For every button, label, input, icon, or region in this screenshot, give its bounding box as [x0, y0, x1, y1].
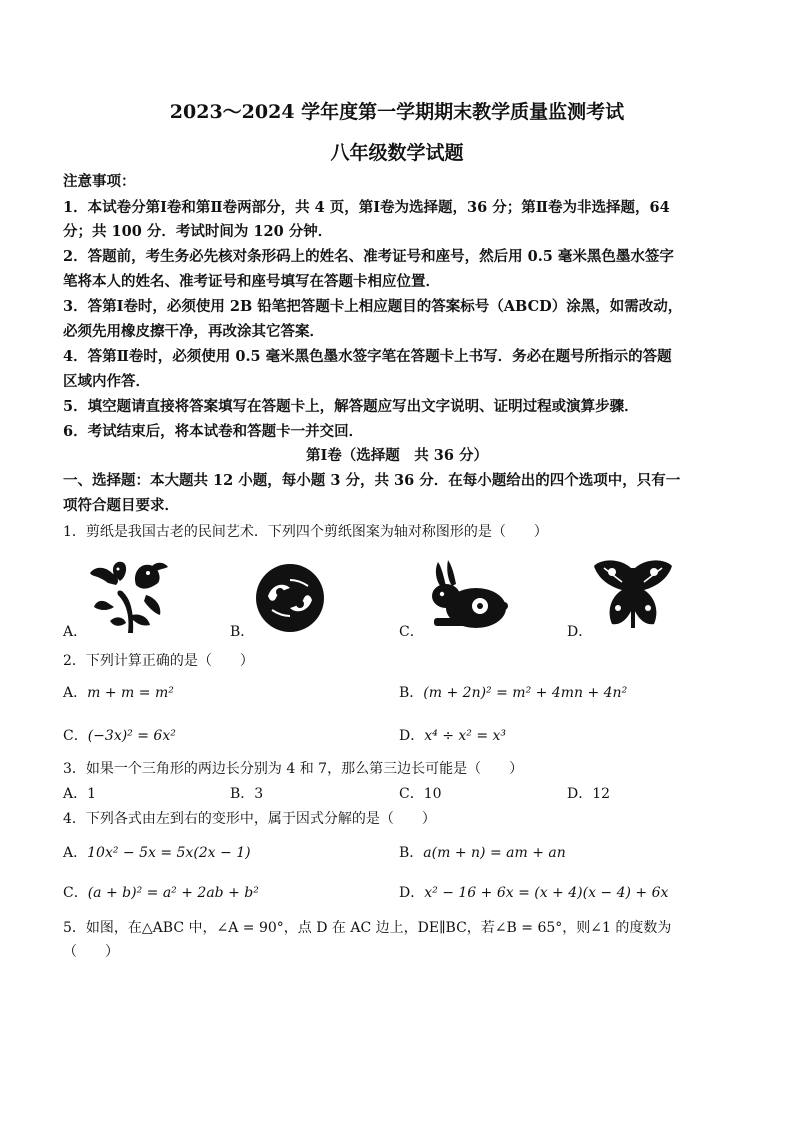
- question-1-option-b-label: B．: [230, 624, 255, 640]
- question-1-option-d-label: D．: [567, 624, 593, 640]
- question-2-option-b: [399, 683, 627, 703]
- question-4-option-a: [63, 843, 251, 863]
- notice-line: 必须先用橡皮擦干净，再改涂其它答案．: [63, 323, 324, 340]
- question-1-option-a-label: A．: [63, 624, 88, 640]
- question-2-option-a-expression: m + m = m²: [87, 685, 174, 701]
- question-2-option-c-label: C．: [63, 728, 88, 744]
- section-intro: 项符合题目要求．: [63, 497, 179, 514]
- notice-heading: 注意事项：: [63, 173, 136, 190]
- question-4-option-b-label: B．: [399, 845, 424, 861]
- notice-line: 4．答第Ⅱ卷时，必须使用 0.5 毫米黑色墨水签字笔在答题卡上书写．务必在题号所指示的答题: [63, 348, 672, 365]
- section-title: 第Ⅰ卷（选择题 共 36 分）: [305, 447, 489, 464]
- question-4-option-d-expression: x² − 16 + 6x = (x + 4)(x − 4) + 6x: [424, 885, 669, 901]
- question-4-option-c-label: C．: [63, 885, 88, 901]
- question-4-option-d-label: D．: [399, 885, 425, 901]
- notice-line: 笔将本人的姓名、准考证号和座号填写在答题卡相应位置．: [63, 273, 440, 290]
- question-1-stem: 1．剪纸是我国古老的民间艺术．下列四个剪纸图案为轴对称图形的是（ ）: [63, 524, 548, 540]
- papercut-magpie-image: [88, 555, 173, 635]
- papercut-butterfly-image: [592, 556, 674, 634]
- section-intro: 一、选择题：本大题共 12 小题，每小题 3 分，共 36 分．在每小题给出的四个选项中，只有一: [63, 472, 681, 489]
- question-4-option-a-label: A．: [63, 845, 88, 861]
- notice-line: 1．本试卷分第Ⅰ卷和第Ⅱ卷两部分，共 4 页，第Ⅰ卷为选择题，36 分；第Ⅱ卷为非选择题，64: [63, 199, 670, 216]
- question-3-option-b: B．3: [230, 786, 264, 802]
- question-2-option-d: [399, 726, 506, 746]
- question-2-option-b-label: B．: [399, 685, 424, 701]
- question-3-option-d: D．12: [567, 786, 611, 802]
- question-2-option-d-expression: x⁴ ÷ x² = x³: [424, 728, 507, 744]
- question-4-option-b-expression: a(m + n) = am + an: [423, 845, 566, 861]
- question-2-option-c-expression: (−3x)² = 6x²: [87, 728, 176, 744]
- notice-line: 2．答题前，考生务必先核对条形码上的姓名、准考证号和座号，然后用 0.5 毫米黑色墨水签字: [63, 248, 674, 265]
- notice-line: 分；共 100 分．考试时间为 120 分钟．: [63, 223, 333, 240]
- question-2-option-b-expression: (m + 2n)² = m² + 4mn + 4n²: [423, 685, 628, 701]
- question-3-stem: 3．如果一个三角形的两边长分别为 4 和 7，那么第三边长可能是（ ）: [63, 761, 524, 777]
- question-4-option-c-expression: (a + b)² = a² + 2ab + b²: [87, 885, 259, 901]
- question-5-stem: 5．如图，在△ABC 中，∠A = 90°，点 D 在 AC 边上，DE∥BC，若∠B = 65°，则∠1 的度数为: [63, 920, 672, 936]
- question-3-option-c: C．10: [399, 786, 442, 802]
- question-2-stem: 2．下列计算正确的是（ ）: [63, 653, 254, 669]
- question-4-option-a-expression: 10x² − 5x = 5x(2x − 1): [87, 845, 251, 861]
- notice-line: 3．答第Ⅰ卷时，必须使用 2B 铅笔把答题卡上相应题目的答案标号（ABCD）涂黑，如需改动，: [63, 298, 683, 315]
- exam-title: 2023～2024 学年度第一学期期末教学质量监测考试: [169, 101, 625, 123]
- papercut-circle-image: [254, 562, 326, 634]
- question-1-option-c-label: C．: [399, 624, 424, 640]
- question-2-option-a: [63, 683, 174, 703]
- exam-subtitle: 八年级数学试题: [330, 142, 464, 164]
- papercut-rabbit-image: [424, 556, 508, 636]
- question-2-option-c: [63, 726, 176, 746]
- notice-line: 区域内作答．: [63, 373, 150, 390]
- question-4-option-c: [63, 883, 259, 903]
- question-2-option-a-label: A．: [63, 685, 88, 701]
- question-4-option-d: [399, 883, 668, 903]
- notice-line: 6．考试结束后，将本试卷和答题卡一并交回．: [63, 423, 364, 440]
- notice-line: 5．填空题请直接将答案填写在答题卡上，解答题应写出文字说明、证明过程或演算步骤．: [63, 398, 639, 415]
- question-2-option-d-label: D．: [399, 728, 425, 744]
- question-3-option-a: A．1: [63, 786, 97, 802]
- question-4-option-b: [399, 843, 566, 863]
- question-5-answer-blank: （ ）: [63, 944, 119, 960]
- question-4-stem: 4．下列各式由左到右的变形中，属于因式分解的是（ ）: [63, 811, 436, 827]
